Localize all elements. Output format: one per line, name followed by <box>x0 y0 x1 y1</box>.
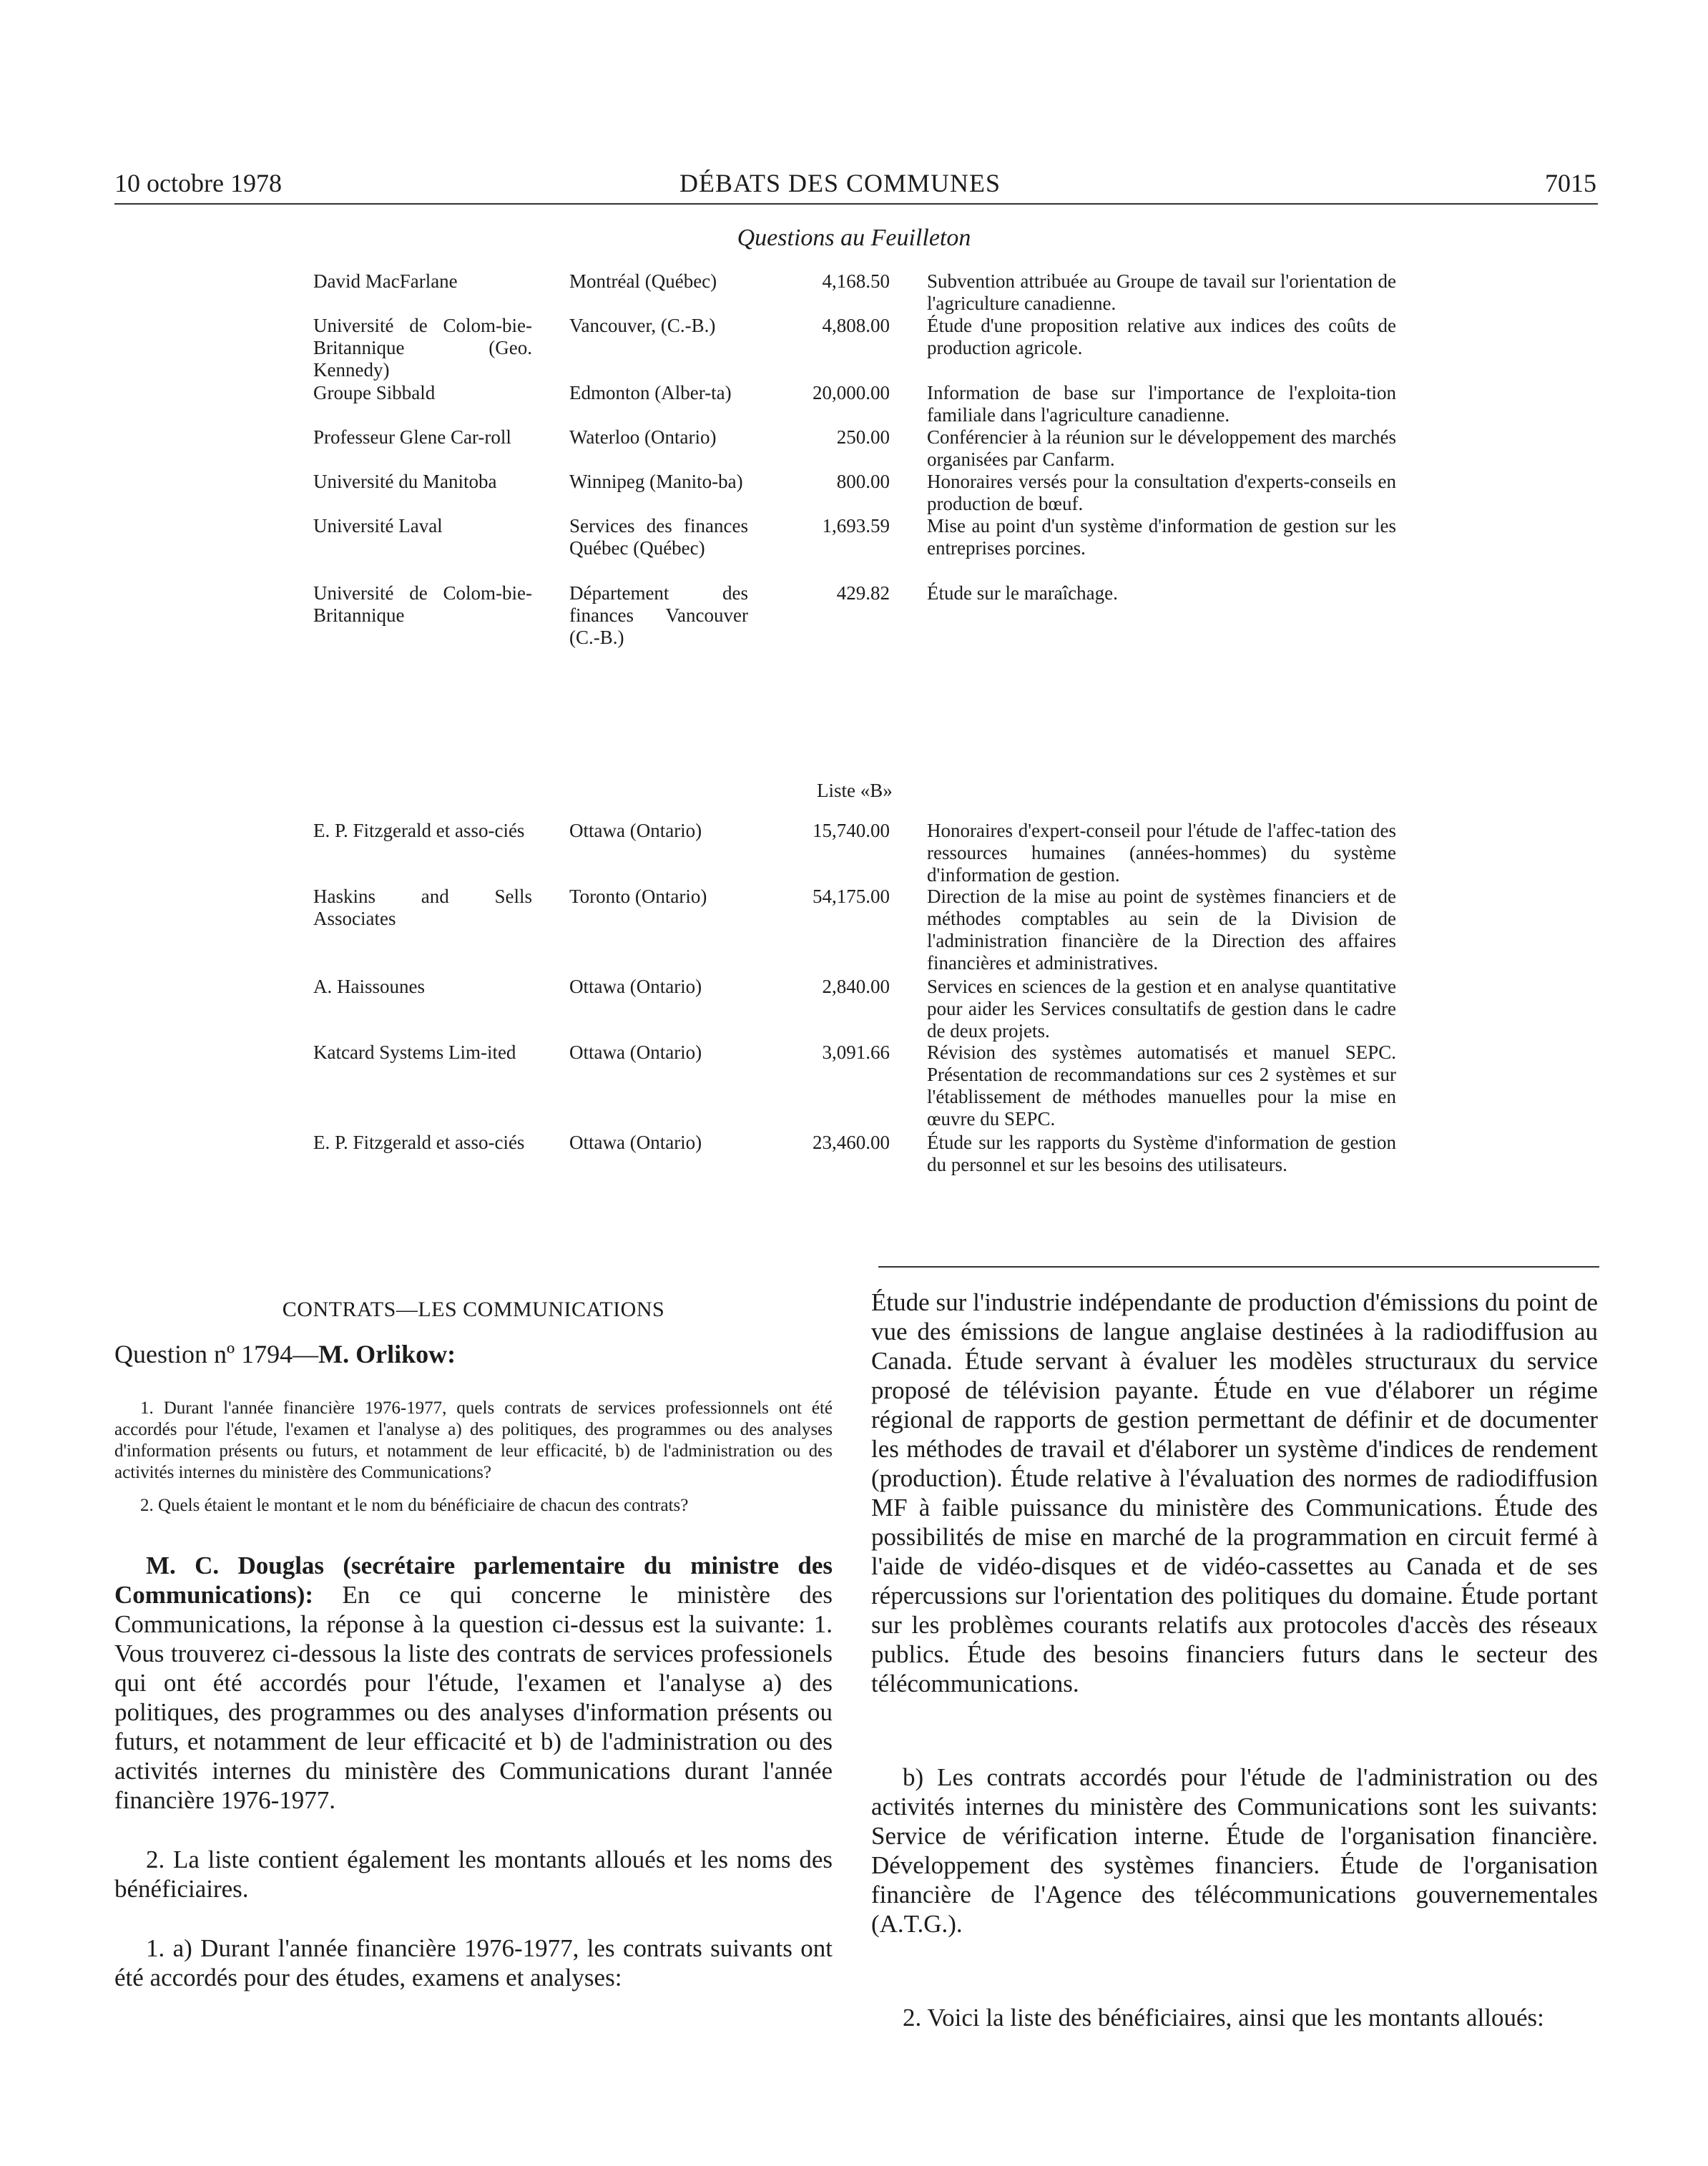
contract-description: Étude sur le maraîchage. <box>927 582 1118 604</box>
contract-description: Étude sur les rapports du Système d'information de gestion du personnel et sur les besoins des utilisateurs. <box>927 1132 1396 1175</box>
recipient-place: Ottawa (Ontario) <box>569 1132 702 1153</box>
recipient-place: Ottawa (Ontario) <box>569 1042 702 1063</box>
column-rule <box>878 1266 1599 1268</box>
header-page-number: 7015 <box>1545 169 1596 197</box>
contract-description: Honoraires d'expert-conseil pour l'étude de l'affec-tation des ressources humaines (années-hommes) du système d'information de gestion. <box>927 820 1396 886</box>
studies-paragraph: Étude sur l'industrie indépendante de production d'émissions du point de vue des émissions de langue anglaise destinées à la radiodiffusion au Canada. Étude servant à évaluer les modèles structuraux du service proposé de télévision payante. Étude en vue d'élaborer un régime régional de rapports de gestion permettant de définir et de documenter les méthodes de travail et d'élaborer un système d'indices de rendement (production). Étude relative à l'évaluation des normes de radiodiffusion MF à faible puissance du ministère des Communications. Étude des possibilités de mise en marché de la programmation en circuit fermé à l'aide de vidéo-disques et de vidéo-cassettes au Canada et de ses répercussions sur l'orientation des politiques du domaine. Étude portant sur les problèmes courants relatifs aux protocoles d'accès des réseaux publics. Étude des besoins financiers futurs dans le secteur des télécommunications. <box>871 1288 1598 1697</box>
section-heading: CONTRATS—LES COMMUNICATIONS <box>282 1298 665 1321</box>
contract-description: Subvention attribuée au Groupe de tavail sur l'orientation de l'agriculture canadienne. <box>927 270 1396 314</box>
answer-paragraph <box>114 1551 833 1815</box>
question-heading <box>114 1339 833 1369</box>
left-column <box>114 1288 833 1992</box>
contract-amount: 3,091.66 <box>822 1042 890 1063</box>
recipient-place: Ottawa (Ontario) <box>569 976 702 997</box>
recipient-place: Montréal (Québec) <box>569 270 717 292</box>
recipient-name: E. P. Fitzgerald et asso-ciés <box>313 820 525 841</box>
recipient-place: Toronto (Ontario) <box>569 886 707 907</box>
contract-description: Direction de la mise au point de systèmes financiers et de méthodes comptables au sein de la Division de l'administration financière de la Direction des affaires financières et administratives. <box>927 886 1396 974</box>
recipient-place: Edmonton (Alber-ta) <box>569 382 732 403</box>
answer-speaker: M. C. Douglas (secrétaire parlementaire du ministre des Communications): <box>114 1552 833 1609</box>
contract-amount: 15,740.00 <box>813 820 890 841</box>
internal-contracts-paragraph: b) Les contrats accordés pour l'étude de l'administration ou des activités internes du ministère des Communications sont les suivants: Service de vérification interne. Étude de l'organisation financière. Développement des systèmes financiers. Étude de l'organisation financière de l'Agence des télécommunications gouvernementales (A.T.G.). <box>871 1763 1598 1938</box>
contract-description: Mise au point d'un système d'information de gestion sur les entreprises porcines. <box>927 515 1396 559</box>
recipient-place: Waterloo (Ontario) <box>569 426 717 448</box>
question-part-1: 1. Durant l'année financière 1976-1977, quels contrats de services professionnels ont été accordés pour l'étude, l'examen et l'analyse a) des politiques, des programmes ou des analyses d'information présents ou futurs, et notamment de leur efficacité, b) de l'administration ou des activités internes du ministère des Communications? <box>114 1398 833 1482</box>
contract-description: Révision des systèmes automatisés et manuel SEPC. Présentation de recommandations sur ces 2 systèmes et sur l'établissement de méthodes manuelles pour la mise en œuvre du SEPC. <box>927 1042 1396 1129</box>
recipient-place: Winnipeg (Manito-ba) <box>569 471 743 492</box>
contract-amount: 1,693.59 <box>822 515 890 536</box>
contract-amount: 800.00 <box>836 471 890 492</box>
recipient-place: Ottawa (Ontario) <box>569 820 702 841</box>
contract-amount: 54,175.00 <box>813 886 890 907</box>
recipient-name: Haskins and Sells Associates <box>313 886 532 929</box>
recipient-name: Université du Manitoba <box>313 471 497 492</box>
question-label: Question nº 1794— <box>114 1340 319 1368</box>
contract-amount: 4,168.50 <box>822 270 890 292</box>
question-part-2: 2. Quels étaient le montant et le nom du bénéficiaire de chacun des contrats? <box>140 1496 689 1515</box>
recipient-name: Professeur Glene Car-roll <box>313 426 511 448</box>
contract-amount: 23,460.00 <box>813 1132 890 1153</box>
list-b-label: Liste «B» <box>817 780 893 801</box>
recipient-name: Université Laval <box>313 515 443 536</box>
contract-description: Conférencier à la réunion sur le développement des marchés organisées par Canfarm. <box>927 426 1396 470</box>
recipient-name: Groupe Sibbald <box>313 382 436 403</box>
header-rule <box>114 203 1598 205</box>
header-title: DÉBATS DES COMMUNES <box>679 169 1001 197</box>
question-speaker: M. Orlikow: <box>318 1340 456 1368</box>
answer-paragraph-3: 1. a) Durant l'année financière 1976-1977, les contrats suivants ont été accordés pour des études, examens et analyses: <box>114 1934 833 1991</box>
answer-text: En ce qui concerne le ministère des Communications, la réponse à la question ci-dessus est la suivante: 1. Vous trouverez ci-dessous la liste des contrats de services professionels qui ont été accordés pour l'étude, l'examen et l'analyse a) des politiques, des programmes ou des analyses d'information présents ou futurs, et notamment de leur efficacité et b) de l'administration ou des activités internes du ministère des Communications durant l'année financière 1976-1977. <box>114 1581 833 1814</box>
contract-amount: 250.00 <box>836 426 890 448</box>
recipient-name: Katcard Systems Lim-ited <box>313 1042 516 1063</box>
recipient-name: A. Haissounes <box>313 976 425 997</box>
contract-amount: 20,000.00 <box>813 382 890 403</box>
recipient-name: Université de Colom-bie-Britannique (Geo. Kennedy) <box>313 315 532 381</box>
recipient-name: David MacFarlane <box>313 270 458 292</box>
recipient-place: Vancouver, (C.-B.) <box>569 315 716 336</box>
recipient-place: Département des finances Vancouver (C.-B.) <box>569 582 748 648</box>
recipient-name: E. P. Fitzgerald et asso-ciés <box>313 1132 525 1153</box>
contract-description: Services en sciences de la gestion et en analyse quantitative pour aider les Services consultatifs de gestion dans le cadre de deux projets. <box>927 976 1396 1042</box>
contract-amount: 4,808.00 <box>822 315 890 336</box>
answer-paragraph-2: 2. La liste contient également les montants alloués et les noms des bénéficiaires. <box>114 1846 833 1903</box>
contract-description: Honoraires versés pour la consultation d'experts-conseils en production de bœuf. <box>927 471 1396 514</box>
header-date: 10 octobre 1978 <box>114 169 282 197</box>
beneficiaries-paragraph: 2. Voici la liste des bénéficiaires, ainsi que les montants alloués: <box>903 2004 1544 2032</box>
contract-description: Étude d'une proposition relative aux indices des coûts de production agricole. <box>927 315 1396 358</box>
recipient-place: Services des finances Québec (Québec) <box>569 515 748 559</box>
recipient-name: Université de Colom-bie-Britannique <box>313 582 532 626</box>
contract-description: Information de base sur l'importance de l'exploita-tion familiale dans l'agriculture canadienne. <box>927 382 1396 426</box>
right-column <box>871 1288 1598 2032</box>
subheading: Questions au Feuilleton <box>737 225 971 251</box>
contract-amount: 429.82 <box>836 582 890 604</box>
contract-amount: 2,840.00 <box>822 976 890 997</box>
